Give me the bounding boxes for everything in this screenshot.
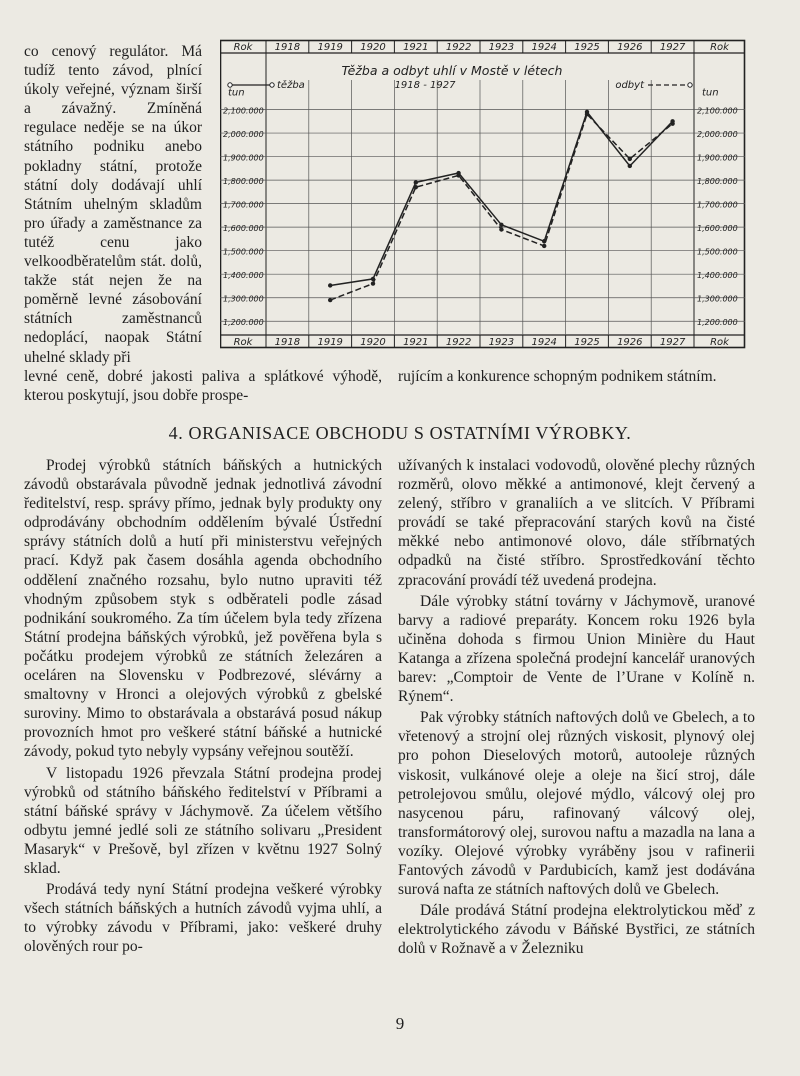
series-line-těžba bbox=[330, 112, 672, 286]
y-tick-label-right: 1,300.000 bbox=[697, 294, 738, 304]
header-year-label: 1924 bbox=[531, 42, 557, 53]
header-year-label: 1921 bbox=[403, 42, 429, 53]
header-year-label: 1918 bbox=[274, 42, 301, 53]
y-tick-label-right: 1,900.000 bbox=[697, 153, 738, 163]
y-unit-label-left: tun bbox=[228, 87, 245, 99]
paragraph: V listopadu 1926 převzala Státní prodejna prodej výrobků od státního báňského ředitelství v Příbrami a státní báňské správy v Jáchymově. Za účelem většího odbytu jemné jedlé soli ze státního solivaru „President Masaryk“ v Prešově, byl zřízen v květnu 1927 Solný sklad. bbox=[24, 764, 382, 877]
footer-year-label: 1926 bbox=[617, 337, 643, 348]
data-point-odbyt bbox=[670, 121, 674, 125]
data-point-odbyt bbox=[328, 298, 332, 302]
y-tick-label-left: 1,500.000 bbox=[223, 247, 264, 257]
header-year-label: 1926 bbox=[617, 42, 643, 53]
y-tick-label-left: 1,900.000 bbox=[223, 153, 264, 163]
page-number: 9 bbox=[395, 1014, 405, 1033]
y-tick-label-right: 1,800.000 bbox=[697, 177, 738, 187]
data-point-těžba bbox=[414, 180, 418, 184]
paragraph: Dále výrobky státní továrny v Jáchymově, uranové barvy a radiové preparáty. Koncem roku 1926 byla učiněna dohoda s firmou Union Minière du Haut Katanga a zřízena společná prodejní kancelář uranových barev: „Comptoir de Vente de l’Urane v Kolíně n. Rýnem“. bbox=[398, 592, 755, 706]
y-tick-label-right: 1,200.000 bbox=[697, 318, 738, 328]
y-tick-label-right: 2,100.000 bbox=[697, 106, 738, 116]
footer-year-label: 1925 bbox=[574, 337, 600, 348]
data-point-odbyt bbox=[628, 157, 632, 161]
header-year-label: 1927 bbox=[659, 42, 686, 53]
footer-year-label: 1924 bbox=[531, 337, 557, 348]
y-tick-label-left: 1,700.000 bbox=[223, 200, 264, 210]
footer-year-label: 1919 bbox=[317, 337, 343, 348]
header-rok-left: Rok bbox=[233, 42, 253, 53]
y-tick-label-left: 2,000.000 bbox=[223, 130, 264, 140]
paragraph: Prodává tedy nyní Státní prodejna veškeré výrobky všech státních báňských a hutních závodů vyjma uhlí, a to výrobky závodu v Příbrami, jako: veškeré druhy olověných rour po- bbox=[24, 881, 382, 956]
y-tick-label-right: 1,400.000 bbox=[697, 271, 738, 281]
data-point-odbyt bbox=[542, 244, 546, 248]
section-heading: 4. ORGANISACE OBCHODU S OSTATNÍMI VÝROBKY. bbox=[168, 423, 632, 443]
left-column bbox=[24, 456, 382, 956]
coal-chart bbox=[220, 38, 746, 350]
top-left-text-block bbox=[24, 42, 202, 367]
paragraph: co cenový regulátor. Má tudíž tento závod, plnící úkoly veřejné, význam širší a závažný. Zmíněná regulace neděje se na úkor státního podniku anebo pokladny státní, protože státní doly dodávají uhlí Státním uhelným skladům pro úřady a zaměstnance za tutéž cenu jako velkoodběratelům stát. dolů, takže stát nejen že na poměrně levné zásobování státních zaměstnanců nedoplácí, naopak Státní uhelné sklady při bbox=[24, 43, 202, 366]
header-rok-right: Rok bbox=[710, 42, 729, 53]
y-tick-label-left: 1,800.000 bbox=[223, 177, 264, 187]
paragraph: Dále prodává Státní prodejna elektrolytickou měď z elektrolytického závodu v Báňské Bystřici, ze státních dolů v Rožnavě a v Železniku bbox=[398, 902, 755, 958]
data-point-odbyt bbox=[371, 281, 375, 285]
paragraph: užívaných k instalaci vodovodů, olověné plechy různých rozměrů, olovo měkké a antimonové, klejt červený a zelený, stříbro v granaliích a ve slitcích. V Příbrami provádí se také přepracování starých kovů na čisté měkké nebo antimonové olovo, dále stříbrnatých odpadků na čisté stříbro. Sprostředkování těchto zpracování provádí též uvedená prodejna. bbox=[398, 457, 755, 589]
data-point-odbyt bbox=[585, 112, 589, 116]
y-tick-label-right: 2,000.000 bbox=[697, 130, 738, 140]
data-point-odbyt bbox=[414, 185, 418, 189]
footer-rok-right: Rok bbox=[710, 337, 729, 348]
y-tick-label-right: 1,600.000 bbox=[697, 224, 738, 234]
y-tick-label-left: 2,100.000 bbox=[223, 106, 264, 116]
data-point-odbyt bbox=[499, 227, 503, 231]
y-tick-label-right: 1,700.000 bbox=[697, 200, 738, 210]
right-column bbox=[398, 456, 755, 958]
footer-year-label: 1927 bbox=[659, 337, 686, 348]
strip-left-text bbox=[24, 367, 382, 405]
series-line-odbyt bbox=[330, 114, 672, 300]
data-point-těžba bbox=[628, 164, 632, 168]
data-point-těžba bbox=[499, 223, 503, 227]
y-unit-label-right: tun bbox=[702, 87, 719, 99]
footer-year-label: 1920 bbox=[360, 337, 386, 348]
data-point-těžba bbox=[328, 283, 332, 287]
header-year-label: 1919 bbox=[317, 42, 343, 53]
y-tick-label-left: 1,200.000 bbox=[223, 318, 264, 328]
paragraph: Prodej výrobků státních báňských a hutnických závodů obstarávala původně jednak jednotlivá závodní ředitelství, resp. správy přímo, jednak byly produkty ony odprodávány obchodním oddělením bývalé Ústřední správy státních dolů a hutí při ministerstvu veřejných prací. Když pak časem dosáhla agenda obchodního oddělení značného rozsahu, bylo nutno upraviti též vhodným způsobem styk s odběrateli podle zásad podnikání soukromého. Za tím účelem byla tedy zřízena Státní prodejna báňských výrobků, jež pověřena byla s počátku prodejem výrobků ze státních železáren a oceláren na Slovensku v Podbrezové, slévárny a smaltovny v Hronci a olejových výrobků z gbelské suroviny. Mimo to obstarávala a obstarává posud nákup provozních hmot pro veškeré státní báňské a hutnické závody, pokud tyto nebyly vypsány veřejnou soutěží. bbox=[24, 457, 382, 761]
paragraph: rujícím a konkurence schopným podnikem státním. bbox=[398, 368, 717, 385]
chart-subtitle: 1918 - 1927 bbox=[394, 80, 456, 91]
data-point-odbyt bbox=[456, 173, 460, 177]
y-tick-label-left: 1,600.000 bbox=[223, 224, 264, 234]
header-year-label: 1925 bbox=[574, 42, 600, 53]
legend-tezba-label: těžba bbox=[277, 80, 305, 91]
chart-svg bbox=[220, 38, 746, 350]
legend-odbyt-marker bbox=[688, 83, 692, 87]
paragraph: levné ceně, dobré jakosti paliva a splátkové výhodě, kterou poskytují, jsou dobře prospe- bbox=[24, 368, 382, 405]
chart-title: Těžba a odbyt uhlí v Mostě v létech bbox=[341, 63, 563, 78]
footer-year-label: 1922 bbox=[445, 337, 472, 348]
y-tick-label-right: 1,500.000 bbox=[697, 247, 738, 257]
header-year-label: 1920 bbox=[360, 42, 386, 53]
legend-odbyt-label: odbyt bbox=[615, 80, 644, 91]
footer-year-label: 1918 bbox=[274, 337, 301, 348]
legend-tezba-marker bbox=[228, 83, 232, 87]
paragraph: Pak výrobky státních naftových dolů ve Gbelech, a to vřetenový a strojní olej různých viskosit, plynový olej pro pohon Dieselových motorů, autooleje různých viskosit, vulkánové oleje a oleje na šicí stroj, dále petrolejovou smůlu, olejové mýdlo, válcový olej pro nasycenou páru, rafinovaný válcový olej, transformátorový olej, surovou naftu a mazadla na lana a vozíky. Olejové výrobky vyráběny jsou v rafinerii Fantových závodů v Pardubicích, kamž jest dodávána surová nafta ze státních naftových dolů ve Gbelech. bbox=[398, 709, 755, 899]
footer-rok-left: Rok bbox=[233, 337, 253, 348]
y-tick-label-left: 1,400.000 bbox=[223, 271, 264, 281]
header-year-label: 1923 bbox=[488, 42, 515, 53]
header-year-label: 1922 bbox=[445, 42, 472, 53]
strip-right-text bbox=[398, 367, 750, 386]
footer-year-label: 1923 bbox=[488, 337, 515, 348]
y-tick-label-left: 1,300.000 bbox=[223, 294, 264, 304]
legend-tezba-marker bbox=[270, 83, 274, 87]
footer-year-label: 1921 bbox=[403, 337, 429, 348]
